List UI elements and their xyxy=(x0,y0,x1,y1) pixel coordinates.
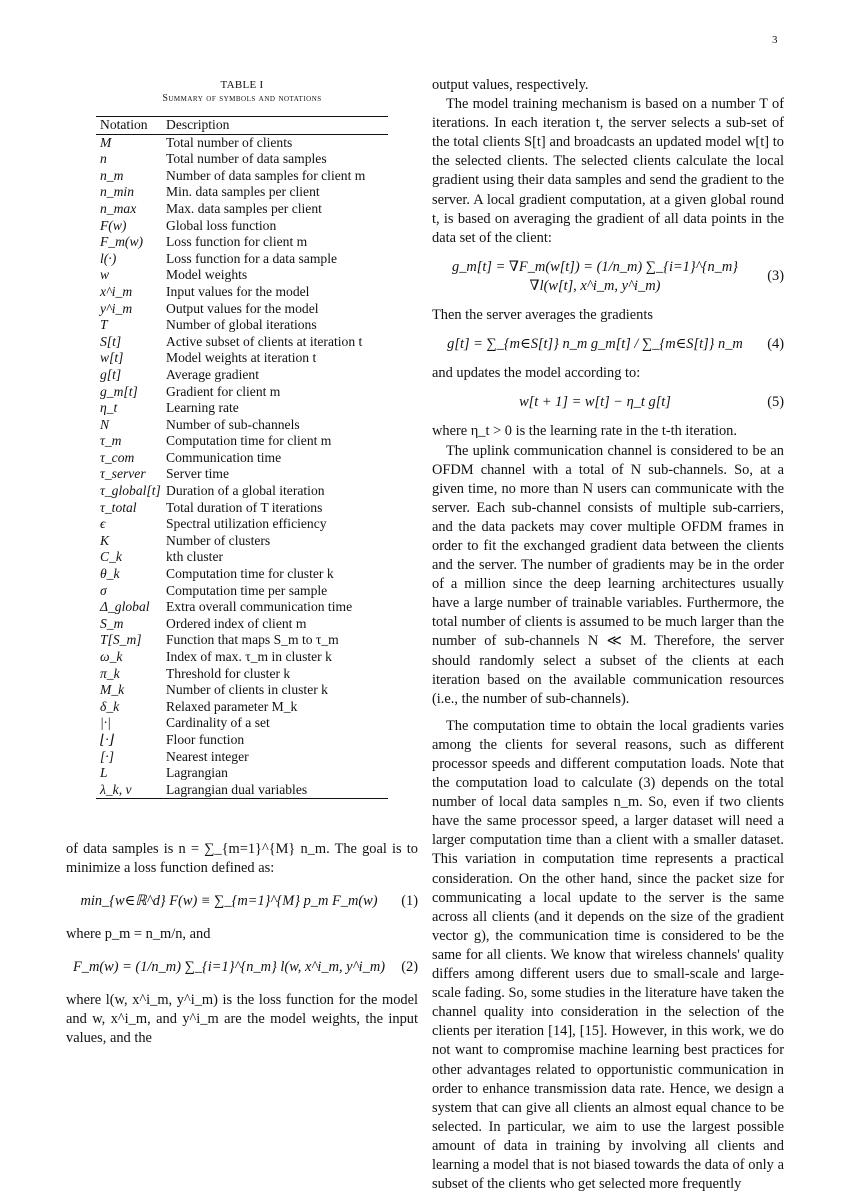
notation-cell: C_k xyxy=(100,549,122,565)
left-paragraph-2: where p_m = n_m/n, and xyxy=(66,926,211,942)
header-notation: Notation xyxy=(96,117,162,135)
notation-cell: δ_k xyxy=(100,698,120,714)
notation-cell: F(w) xyxy=(100,217,127,233)
description-cell: Loss function for client m xyxy=(166,234,308,250)
description-cell: Model weights xyxy=(166,267,248,283)
description-cell: Total duration of T iterations xyxy=(166,499,323,515)
header-description: Description xyxy=(162,117,388,135)
right-paragraph-5: The uplink communication channel is considered to be an OFDM channel with a total of N sub-channels. So, at a given time, no more than N users can communicate with the server. Each sub-channel consists of multiple sub-carriers, and the data packets may cover multiple OFDM frames in order to fit the exchanged gradient data between the clients and the server. The number of gradients may be in the order of a million since the deep learning architectures usually have a large number of trainable variables. Furthermore, the total number of clients is assumed to be much larger than the number of sub-channels N ≪ M. Therefore, the server should randomly select a subset of the clients at each iteration based on the available communication resources (i.e., the number of sub-channels). xyxy=(432,442,784,707)
description-cell: Output values for the model xyxy=(166,300,319,316)
left-paragraph-3: where l(w, x^i_m, y^i_m) is the loss function for the model and w, x^i_m, and y^i_m are the model weights, the input values, and the xyxy=(66,992,418,1046)
left-body-text xyxy=(66,840,418,1048)
notation-cell: L xyxy=(100,765,108,781)
table-row xyxy=(96,765,388,782)
description-cell: Active subset of clients at iteration t xyxy=(166,333,363,349)
notation-cell: S_m xyxy=(100,615,124,631)
notation-cell: N xyxy=(100,416,110,432)
notation-cell: π_k xyxy=(100,665,120,681)
description-cell: Floor function xyxy=(166,731,245,747)
notation-cell: x^i_m xyxy=(100,283,133,299)
description-cell: Max. data samples per client xyxy=(166,200,322,216)
symbols-table-body xyxy=(96,134,388,799)
table-row xyxy=(96,666,388,683)
notation-cell: M_k xyxy=(100,682,125,698)
description-cell: Learning rate xyxy=(166,400,239,416)
notation-cell: l(·) xyxy=(100,250,117,266)
table-row xyxy=(96,632,388,649)
description-cell: Threshold for cluster k xyxy=(166,665,291,681)
description-cell: Duration of a global iteration xyxy=(166,483,325,499)
right-paragraph-0: output values, respectively. xyxy=(432,77,589,93)
notation-cell: w[t] xyxy=(100,350,124,366)
description-cell: Total number of data samples xyxy=(166,151,327,167)
description-cell: Nearest integer xyxy=(166,748,249,764)
equation-5-number: (5) xyxy=(767,394,784,411)
notation-cell: g[t] xyxy=(100,366,122,382)
description-cell: Spectral utilization efficiency xyxy=(166,516,327,532)
notation-cell: σ xyxy=(100,582,107,598)
table-row xyxy=(96,715,388,732)
right-column xyxy=(432,76,784,1194)
table-row xyxy=(96,583,388,600)
symbols-table xyxy=(96,116,388,799)
description-cell: Computation time for client m xyxy=(166,433,332,449)
notation-cell: T xyxy=(100,317,108,333)
equation-3 xyxy=(432,258,784,296)
description-cell: Average gradient xyxy=(166,366,259,382)
notation-cell: y^i_m xyxy=(100,300,133,316)
right-paragraph-6: The computation time to obtain the local gradients varies among the clients for several reasons, such as different processor speeds and different computation loads. Note that the computation load to calculate (3) depends on the total number of local data samples n_m. So, even if two clients have the same processor speed, a larger dataset will need a larger computation time than a client with a smaller dataset. This variation in computation time represents a practical consideration. On the other hand, since the packet size for communicating a local update to the server is the same across all clients (and it depends on the size of the gradient vector g), the communication time is considered to be the same for all clients. We know that wireless channels' quality differs among different users due to small-scale and large-scale fading. So, some studies in the literature have taken the channel quality into consideration in the selection of the clients per iteration [14], [15]. However, in this work, we do not want to compromise machine learning best practices for other advantages related to opportunistic communication in order to enhance transmission data rate. Hence, we design a system that can give all clients an almost equal chance to be selected. In particular, we aim to use the largest possible amount of data in training by involving all clients and learning a model that is not biased towards the data of only a subset of the clients who get selected more frequently xyxy=(432,717,784,1193)
description-cell: Computation time for cluster k xyxy=(166,566,334,582)
notation-cell: ⌊·⌋ xyxy=(100,731,115,747)
table-row xyxy=(96,549,388,566)
description-cell: Lagrangian xyxy=(166,765,228,781)
description-cell: Loss function for a data sample xyxy=(166,250,338,266)
table-header-row xyxy=(96,117,388,135)
notation-cell: τ_m xyxy=(100,433,122,449)
notation-cell: n_max xyxy=(100,200,137,216)
table-row xyxy=(96,301,388,318)
table-subcaption: Summary of symbols and notations xyxy=(162,93,322,104)
table-row xyxy=(96,384,388,401)
table-row xyxy=(96,483,388,500)
notation-cell: M xyxy=(100,134,112,150)
equation-2-body: F_m(w) = (1/n_m) ∑_{i=1}^{n_m} l(w, x^i_m, y^i_m) xyxy=(72,959,386,975)
left-paragraph-1: of data samples is n = ∑_{m=1}^{M} n_m. The goal is to minimize a loss function defined as: xyxy=(66,841,418,876)
description-cell: Gradient for client m xyxy=(166,383,281,399)
equation-2-number: (2) xyxy=(401,959,418,975)
description-cell: Relaxed parameter M_k xyxy=(166,698,298,714)
equation-2 xyxy=(66,958,418,977)
notation-cell: K xyxy=(100,532,110,548)
description-cell: Number of clusters xyxy=(166,532,271,548)
table-row xyxy=(96,184,388,201)
table-row xyxy=(96,566,388,583)
notation-cell: n xyxy=(100,151,107,167)
notation-cell: w xyxy=(100,267,110,283)
table-row xyxy=(96,466,388,483)
description-cell: Number of data samples for client m xyxy=(166,167,366,183)
notation-cell: θ_k xyxy=(100,566,120,582)
table-row xyxy=(96,251,388,268)
description-cell: Cardinality of a set xyxy=(166,715,270,731)
notation-cell: n_m xyxy=(100,167,124,183)
table-row xyxy=(96,533,388,550)
notation-cell: ϵ xyxy=(100,516,106,532)
table-row xyxy=(96,317,388,334)
notation-cell: g_m[t] xyxy=(100,383,138,399)
table-row xyxy=(96,151,388,168)
page-number: 3 xyxy=(772,34,778,46)
table-row xyxy=(96,732,388,749)
right-paragraph-2: Then the server averages the gradients xyxy=(432,307,653,324)
description-cell: Global loss function xyxy=(166,217,277,233)
table-row xyxy=(96,334,388,351)
notation-cell: S[t] xyxy=(100,333,122,349)
table-row xyxy=(96,168,388,185)
table-row xyxy=(96,699,388,716)
left-column xyxy=(66,78,418,799)
notation-cell: n_min xyxy=(100,184,134,200)
equation-5 xyxy=(432,393,784,412)
equation-4-body: g[t] = ∑_{m∈S[t]} n_m g_m[t] / ∑_{m∈S[t]} n_m xyxy=(447,336,743,353)
table-row xyxy=(96,682,388,699)
notation-cell: |·| xyxy=(100,715,111,731)
description-cell: Index of max. τ_m in cluster k xyxy=(166,649,332,664)
equation-3-body: g_m[t] = ∇F_m(w[t]) = (1/n_m) ∑_{i=1}^{n_m} ∇l(w[t], x^i_m, y^i_m) xyxy=(452,258,738,294)
table-caption: TABLE I xyxy=(220,79,264,91)
right-paragraph-1: The model training mechanism is based on a number T of iterations. In each iteration t, the server selects a sub-set of the total clients S[t] and broadcasts an updated model w[t] to the selected clients. The selected clients calculate the local gradient using their data samples and send the gradient to the server. A local gradient computation, at a given global round t, is based on averaging the gradient of all data points in the data set of the client: xyxy=(432,96,784,246)
notation-cell: λ_k, ν xyxy=(96,782,162,799)
table-row xyxy=(96,218,388,235)
description-cell: Server time xyxy=(166,466,230,482)
table-row xyxy=(96,234,388,251)
description-cell: Number of sub-channels xyxy=(166,416,300,432)
table-row xyxy=(96,417,388,434)
description-cell: Number of clients in cluster k xyxy=(166,682,328,698)
equation-1-number: (1) xyxy=(401,893,418,909)
table-row xyxy=(96,450,388,467)
description-cell: Computation time per sample xyxy=(166,582,328,598)
table-row xyxy=(96,649,388,666)
notation-cell: τ_total xyxy=(100,499,137,515)
description-cell: Lagrangian dual variables xyxy=(162,782,388,799)
equation-5-body: w[t + 1] = w[t] − η_t g[t] xyxy=(519,394,671,411)
description-cell: Communication time xyxy=(166,449,282,465)
paragraph-gap xyxy=(432,709,784,717)
notation-cell: [·] xyxy=(100,748,114,764)
equation-4 xyxy=(432,335,784,354)
description-cell: Function that maps S_m to τ_m xyxy=(166,632,339,648)
table-row xyxy=(96,599,388,616)
notation-cell: ω_k xyxy=(100,649,123,664)
notation-cell: τ_global[t] xyxy=(100,483,161,499)
equation-3-number: (3) xyxy=(767,268,784,285)
table-row xyxy=(96,400,388,417)
description-cell: Model weights at iteration t xyxy=(166,350,317,366)
notation-cell: F_m(w) xyxy=(100,234,144,250)
table-row xyxy=(96,350,388,367)
notation-cell: Δ_global xyxy=(100,599,150,615)
equation-1-body: min_{w∈ℝ^d} F(w) ≡ ∑_{m=1}^{M} p_m F_m(w) xyxy=(80,893,378,909)
description-cell: Extra overall communication time xyxy=(166,599,353,615)
right-paragraph-4: where η_t > 0 is the learning rate in the t-th iteration. xyxy=(432,423,737,440)
table-row xyxy=(96,782,388,799)
description-cell: Input values for the model xyxy=(166,283,310,299)
table-row xyxy=(96,749,388,766)
table-row xyxy=(96,201,388,218)
table-row xyxy=(96,284,388,301)
table-row xyxy=(96,516,388,533)
description-cell: Min. data samples per client xyxy=(166,184,320,200)
description-cell: Number of global iterations xyxy=(166,317,317,333)
table-row xyxy=(96,367,388,384)
table-row xyxy=(96,616,388,633)
right-paragraph-3: and updates the model according to: xyxy=(432,365,641,382)
notation-cell: η_t xyxy=(100,400,118,416)
description-cell: Total number of clients xyxy=(166,134,293,150)
table-row xyxy=(96,134,388,151)
equation-4-number: (4) xyxy=(767,336,784,353)
table-row xyxy=(96,433,388,450)
notation-cell: T[S_m] xyxy=(100,632,142,648)
table-row xyxy=(96,500,388,517)
notation-cell: τ_server xyxy=(100,466,146,482)
table-row xyxy=(96,267,388,284)
equation-1 xyxy=(66,892,418,911)
description-cell: Ordered index of client m xyxy=(166,615,307,631)
notation-cell: τ_com xyxy=(100,449,135,465)
description-cell: kth cluster xyxy=(166,549,224,565)
